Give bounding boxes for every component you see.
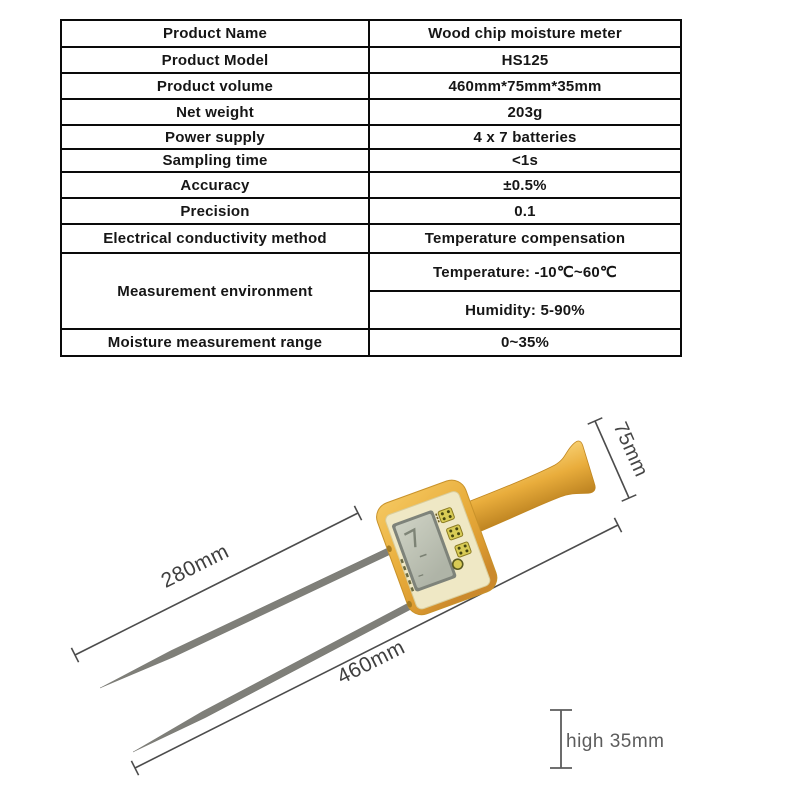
spec-label-cell: Electrical conductivity method xyxy=(61,224,369,253)
table-row xyxy=(61,47,681,73)
spec-value-cell: 4 x 7 batteries xyxy=(369,125,681,149)
spec-value-cell: HS125 xyxy=(369,47,681,73)
table-row xyxy=(61,20,681,47)
meter-handle xyxy=(459,440,598,534)
spec-value-cell: ±0.5% xyxy=(369,172,681,198)
spec-value-cell: Wood chip moisture meter xyxy=(369,20,681,47)
moisture-meter-device xyxy=(372,433,619,619)
table-row xyxy=(61,172,681,198)
table-row xyxy=(61,149,681,172)
spec-label-cell: Power supply xyxy=(61,125,369,149)
spec-value-cell: 203g xyxy=(369,99,681,125)
dimension-label-75mm: 75mm xyxy=(608,418,653,481)
spec-value-cell: Humidity: 5-90% xyxy=(369,291,681,329)
product-photo xyxy=(0,380,800,800)
spec-label-cell: Product volume xyxy=(61,73,369,99)
spec-value-cell: 460mm*75mm*35mm xyxy=(369,73,681,99)
spec-label-cell: Product Model xyxy=(61,47,369,73)
table-row xyxy=(61,99,681,125)
spec-label-cell: Sampling time xyxy=(61,149,369,172)
spec-label-cell: Accuracy xyxy=(61,172,369,198)
table-row xyxy=(61,73,681,99)
spec-label-cell: Precision xyxy=(61,198,369,224)
spec-value-cell: Temperature: -10℃~60℃ xyxy=(369,253,681,291)
spec-value-cell: <1s xyxy=(369,149,681,172)
table-row xyxy=(61,329,681,356)
table-row xyxy=(61,224,681,253)
spec-value-cell: 0.1 xyxy=(369,198,681,224)
table-row xyxy=(61,198,681,224)
dimension-label-280mm: 280mm xyxy=(157,539,233,593)
probe-needle-lower xyxy=(133,595,427,752)
spec-value-cell: Temperature compensation xyxy=(369,224,681,253)
dimension-label-height: high 35mm xyxy=(566,731,665,752)
table-row xyxy=(61,253,681,291)
spec-label-cell: Net weight xyxy=(61,99,369,125)
spec-label-cell: Moisture measurement range xyxy=(61,329,369,356)
spec-label-cell: Product Name xyxy=(61,20,369,47)
product-spec-table xyxy=(60,19,682,357)
spec-value-cell: 0~35% xyxy=(369,329,681,356)
spec-label-cell: Measurement environment xyxy=(61,253,369,329)
table-row xyxy=(61,125,681,149)
dimension-label-460mm: 460mm xyxy=(333,635,409,689)
